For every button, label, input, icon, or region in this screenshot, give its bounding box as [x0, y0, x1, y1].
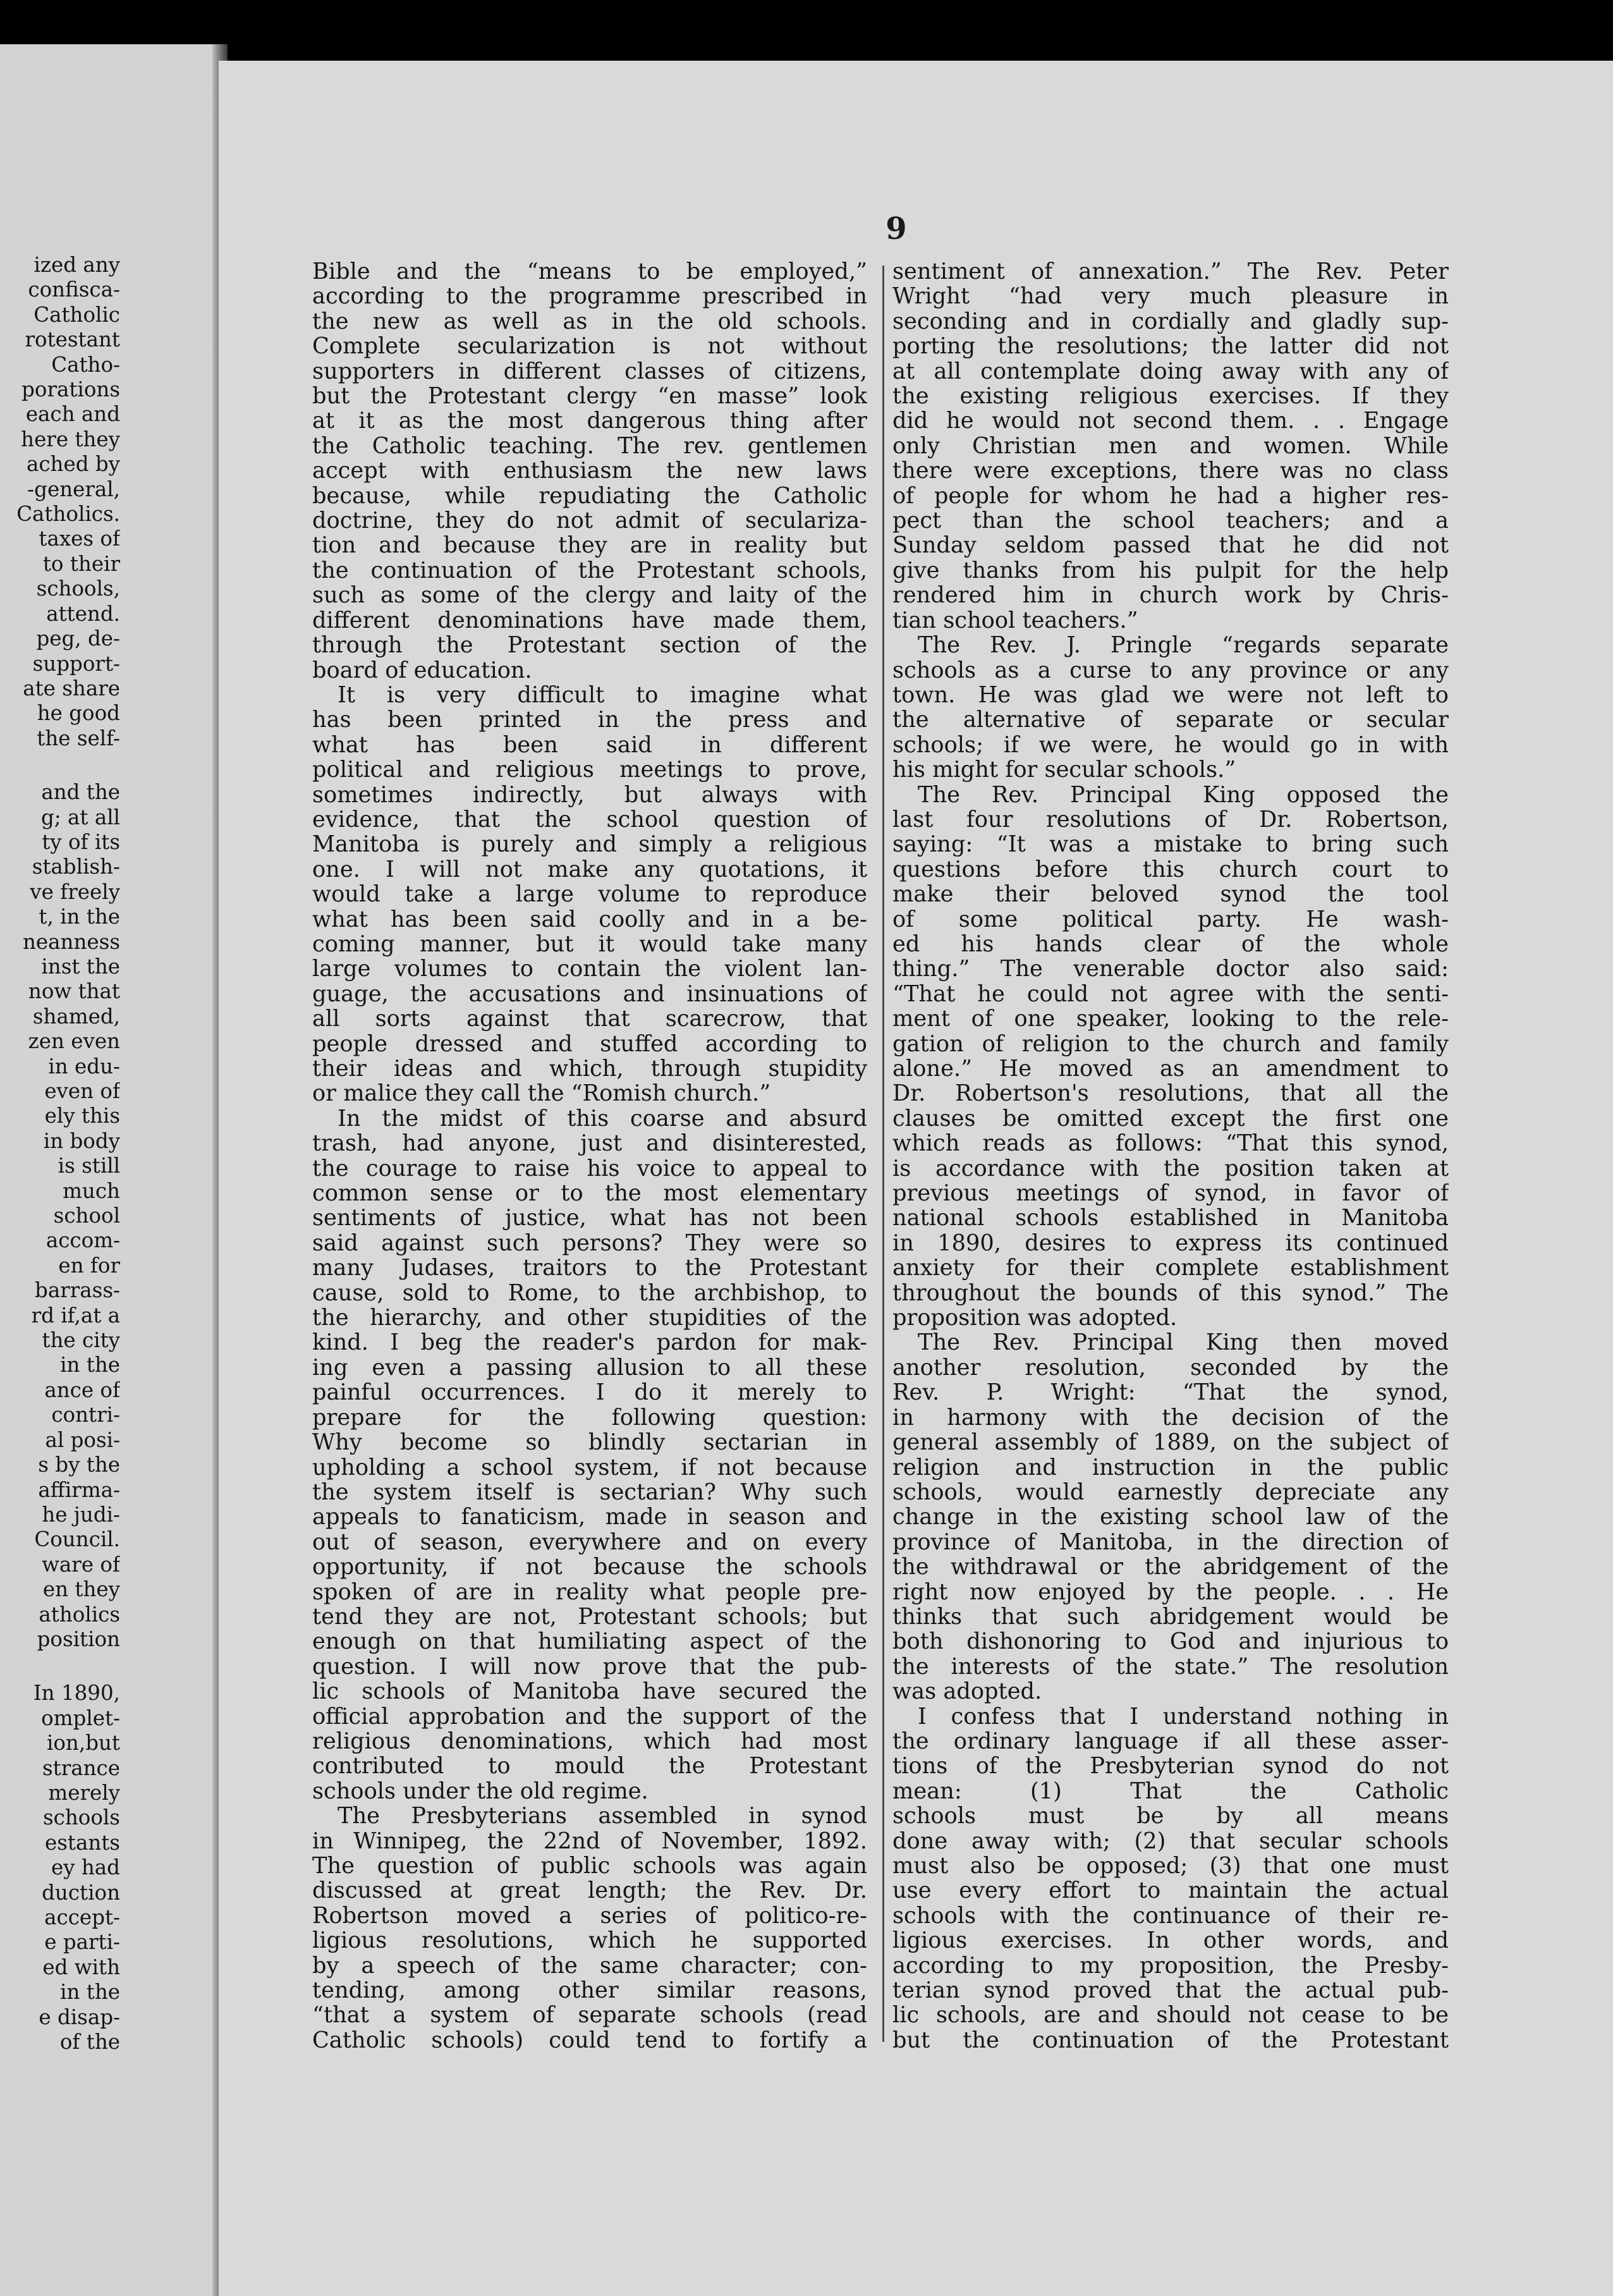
- text-line: sentiment of annexation.” The Rev. Peter: [892, 259, 1449, 284]
- page-number: 9: [886, 211, 907, 247]
- left-page-line: in body: [43, 1128, 120, 1153]
- left-page-line: In 1890,: [33, 1681, 120, 1706]
- text-line: the continuation of the Protestant schools,: [312, 558, 867, 583]
- left-page-line: ized any: [33, 253, 120, 277]
- text-line: mean: (1) That the Catholic: [892, 1778, 1449, 1804]
- text-line: clauses be omitted except the first one: [892, 1106, 1449, 1132]
- text-line: kind. I beg the reader's pardon for mak-: [312, 1330, 867, 1355]
- left-page-line: Catholics.: [16, 502, 120, 527]
- text-line: must also be opposed; (3) that one must: [892, 1853, 1449, 1879]
- text-line: his might for secular schools.”: [892, 757, 1236, 783]
- text-line: schools must be by all means: [892, 1804, 1449, 1829]
- left-page-line: support-: [32, 651, 120, 676]
- text-line: official approbation and the support of the: [312, 1704, 867, 1729]
- text-line: discussed at great length; the Rev. Dr.: [312, 1878, 867, 1903]
- left-page-line: Catho-: [51, 352, 120, 377]
- left-page-line: position: [37, 1627, 120, 1651]
- text-line: upholding a school system, if not because: [312, 1455, 867, 1480]
- text-line: but the Protestant clergy “en masse” look: [312, 384, 867, 409]
- left-page-line: even of: [44, 1079, 120, 1103]
- left-page-line: of the: [59, 2030, 120, 2055]
- left-page-line: schools: [42, 1805, 120, 1830]
- left-page-line: ached by: [26, 452, 120, 477]
- left-page-line: Catholic: [33, 302, 120, 327]
- text-line: schools as a curse to any province or any: [892, 657, 1449, 683]
- text-line: in 1890, desires to express its continued: [892, 1230, 1449, 1256]
- text-line: would take a large volume to reproduce: [312, 882, 867, 907]
- text-line: general assembly of 1889, on the subject of: [892, 1430, 1449, 1455]
- text-line: Wright “had very much pleasure in: [892, 284, 1449, 309]
- text-line: schools; if we were, he would go in with: [892, 732, 1449, 758]
- column-divider: [882, 266, 884, 2042]
- text-line: out of season, everywhere and on every: [312, 1529, 867, 1555]
- text-line: throughout the bounds of this synod.” The: [892, 1280, 1449, 1306]
- left-page-line: merely: [48, 1780, 120, 1805]
- text-line: anxiety for their complete establishment: [892, 1255, 1449, 1281]
- text-line: Bible and the “means to be employed,”: [312, 259, 867, 284]
- text-line: political and religious meetings to prove,: [312, 757, 867, 783]
- left-page-line: en for: [58, 1253, 120, 1278]
- text-line: Robertson moved a series of politico-re-: [312, 1903, 867, 1929]
- text-line: thinks that such abridgement would be: [892, 1604, 1449, 1630]
- left-page-line: rd if,at a: [31, 1303, 120, 1328]
- text-line: in harmony with the decision of the: [892, 1405, 1449, 1431]
- text-line: board of education.: [312, 657, 532, 683]
- left-page-line: neanness: [23, 929, 120, 954]
- text-line: Rev. P. Wright: “That the synod,: [892, 1380, 1449, 1405]
- text-line: Complete secularization is not without: [312, 334, 867, 359]
- left-page-line: zen even: [28, 1029, 120, 1054]
- previous-page-text: [0, 253, 120, 2055]
- left-page-line: to their: [42, 551, 120, 576]
- left-page-line: ely this: [44, 1104, 120, 1128]
- text-line: opportunity, if not because the schools: [312, 1554, 867, 1580]
- left-page-line: inst the: [41, 954, 120, 979]
- left-page-line: duction: [42, 1880, 120, 1905]
- left-page-line: accept-: [44, 1905, 120, 1929]
- text-line: give thanks from his pulpit for the help: [892, 558, 1449, 583]
- text-line: what has been said coolly and in a be-: [312, 907, 867, 932]
- text-line: evidence, that the school question of: [312, 807, 867, 833]
- left-page-line: ey had: [51, 1855, 120, 1880]
- text-line: ed his hands clear of the whole: [892, 931, 1449, 957]
- left-page-line: in edu-: [48, 1054, 120, 1078]
- left-page-line: he judi-: [42, 1502, 120, 1527]
- text-line: It is very difficult to imagine what: [338, 682, 867, 708]
- left-page-line: stablish-: [32, 855, 120, 879]
- text-line: use every effort to maintain the actual: [892, 1878, 1449, 1903]
- text-line: The Rev. J. Pringle “regards separate: [918, 633, 1449, 658]
- left-page-line: in the: [60, 1980, 120, 2005]
- left-page-line: ance of: [44, 1377, 120, 1402]
- left-page-line: g; at all: [40, 805, 120, 829]
- text-line: seconding and in cordially and gladly sup-: [892, 308, 1449, 334]
- left-page-line: he good: [37, 701, 120, 726]
- left-page-line: peg, de-: [36, 626, 120, 651]
- text-line: the new as well as in the old schools.: [312, 308, 867, 334]
- text-line: was adopted.: [892, 1679, 1042, 1704]
- text-line: schools under the old regime.: [312, 1778, 648, 1804]
- text-line: cause, sold to Rome, to the archbishop, to: [312, 1280, 867, 1306]
- text-line: prepare for the following question:: [312, 1405, 867, 1431]
- left-page-line: ed with: [42, 1955, 120, 1979]
- left-page-line: is still: [58, 1154, 120, 1178]
- text-line: the ordinary language if all these asser-: [892, 1728, 1449, 1754]
- text-line: pect than the school teachers; and a: [892, 508, 1449, 534]
- left-page-line: shamed,: [32, 1004, 120, 1029]
- left-page-line: [0, 751, 120, 780]
- text-line: another resolution, seconded by the: [892, 1355, 1449, 1381]
- text-line: the interests of the state.” The resolution: [892, 1654, 1449, 1680]
- left-page-line: attend.: [46, 601, 120, 626]
- text-line: province of Manitoba, in the direction of: [892, 1529, 1449, 1555]
- text-line: contributed to mould the Protestant: [312, 1754, 867, 1779]
- text-line: according to the programme prescribed in: [312, 284, 867, 309]
- text-line: Sunday seldom passed that he did not: [892, 533, 1449, 558]
- text-line: the alternative of separate or secular: [892, 707, 1449, 733]
- text-line: tend they are not, Protestant schools; but: [312, 1604, 867, 1630]
- text-line: both dishonoring to God and injurious to: [892, 1629, 1449, 1654]
- left-page-line: now that: [28, 979, 120, 1004]
- text-column-right: [892, 259, 1449, 2053]
- text-line: many Judases, traitors to the Protestant: [312, 1255, 867, 1281]
- left-page-line: -general,: [27, 477, 120, 501]
- text-line: through the Protestant section of the: [312, 633, 867, 658]
- text-line: ligious exercises. In other words, and: [892, 1928, 1449, 1953]
- text-line: tions of the Presbyterian synod do not: [892, 1754, 1449, 1779]
- text-line: tion and because they are in reality but: [312, 533, 867, 558]
- left-page-line: confisca-: [28, 278, 120, 302]
- text-line: Manitoba is purely and simply a religious: [312, 832, 867, 857]
- left-page-line: porations: [21, 377, 120, 402]
- text-line: the hierarchy, and other stupidities of the: [312, 1305, 867, 1331]
- text-line: or malice they call the “Romish church.”: [312, 1081, 771, 1106]
- text-line: people dressed and stuffed according to: [312, 1031, 867, 1056]
- text-line: previous meetings of synod, in favor of: [892, 1181, 1449, 1206]
- left-page-line: contri-: [51, 1403, 120, 1427]
- text-line: has been printed in the press and: [312, 707, 867, 733]
- text-line: lic schools of Manitoba have secured the: [312, 1679, 867, 1704]
- text-line: guage, the accusations and insinuations of: [312, 981, 867, 1007]
- text-line: The Rev. Principal King opposed the: [918, 782, 1449, 807]
- left-page-line: [0, 1652, 120, 1681]
- text-line: painful occurrences. I do it merely to: [312, 1380, 867, 1405]
- left-page-line: and the: [41, 780, 120, 805]
- left-page-line: the self-: [37, 726, 120, 750]
- text-line: the existing religious exercises. If they: [892, 384, 1449, 409]
- text-line: porting the resolutions; the latter did not: [892, 334, 1449, 359]
- text-line: different denominations have made them,: [312, 608, 867, 633]
- text-line: sentiments of justice, what has not been: [312, 1206, 867, 1231]
- text-line: tending, among other similar reasons,: [312, 1978, 867, 2003]
- text-line: Dr. Robertson's resolutions, that all the: [892, 1081, 1449, 1106]
- text-line: saying: “It was a mistake to bring such: [892, 832, 1449, 857]
- text-line: religious denominations, which had most: [312, 1728, 867, 1754]
- text-line: is accordance with the position taken at: [892, 1156, 1449, 1182]
- text-line: supporters in different classes of citizens,: [312, 358, 867, 384]
- text-line: coming manner, but it would take many: [312, 931, 867, 957]
- text-line: Why become so blindly sectarian in: [312, 1430, 867, 1455]
- left-page-line: affirma-: [38, 1477, 120, 1502]
- text-line: said against such persons? They were so: [312, 1230, 867, 1256]
- left-page-line: ware of: [42, 1552, 120, 1577]
- left-page-line: ve freely: [30, 879, 120, 904]
- text-line: schools with the continuance of their re-: [892, 1903, 1449, 1929]
- text-line: alone.” He moved as an amendment to: [892, 1056, 1449, 1082]
- text-line: tian school teachers.”: [892, 608, 1138, 633]
- text-line: large volumes to contain the violent lan-: [312, 956, 867, 982]
- text-line: In the midst of this coarse and absurd: [338, 1106, 867, 1132]
- text-line: religion and instruction in the public: [892, 1455, 1449, 1480]
- left-page-line: e disap-: [39, 2005, 120, 2029]
- text-line: common sense or to the most elementary: [312, 1181, 867, 1206]
- text-line: according to my proposition, the Presby-: [892, 1953, 1449, 1979]
- text-column-left: [312, 259, 867, 2053]
- text-line: such as some of the clergy and laity of the: [312, 583, 867, 608]
- left-page-line: ty of its: [42, 829, 120, 854]
- text-line: The Rev. Principal King then moved: [918, 1330, 1449, 1355]
- text-line: “That he could not agree with the senti-: [892, 981, 1449, 1007]
- text-line: their ideas and which, through stupidity: [312, 1056, 867, 1082]
- text-line: sometimes indirectly, but always with: [312, 782, 867, 807]
- text-line: make their beloved synod the tool: [892, 882, 1449, 907]
- text-line: only Christian men and women. While: [892, 433, 1449, 459]
- text-line: ligious resolutions, which he supported: [312, 1928, 867, 1953]
- text-line: because, while repudiating the Catholic: [312, 483, 867, 509]
- left-page-line: Council.: [34, 1527, 120, 1552]
- text-line: change in the existing school law of the: [892, 1505, 1449, 1530]
- text-line: The question of public schools was again: [312, 1853, 867, 1879]
- left-page-line: schools,: [36, 577, 120, 601]
- text-line: at it as the most dangerous thing after: [312, 408, 867, 434]
- text-line: the withdrawal or the abridgement of the: [892, 1554, 1449, 1580]
- text-line: spoken of are in reality what people pre-: [312, 1579, 867, 1604]
- text-line: accept with enthusiasm the new laws: [312, 458, 867, 484]
- text-line: right now enjoyed by the people. . . He: [892, 1579, 1449, 1604]
- text-line: did he would not second them. . . Engage: [892, 408, 1449, 434]
- left-page-line: ion,but: [46, 1731, 120, 1756]
- left-page-line: s by the: [38, 1453, 120, 1477]
- text-line: ing even a passing allusion to all these: [312, 1355, 867, 1381]
- text-line: at all contemplate doing away with any of: [892, 358, 1449, 384]
- left-page-line: the city: [42, 1328, 120, 1353]
- text-line: what has been said in different: [312, 732, 867, 758]
- text-line: done away with; (2) that secular schools: [892, 1828, 1449, 1853]
- text-line: terian synod proved that the actual pub-: [892, 1978, 1449, 2003]
- left-page-line: taxes of: [39, 527, 120, 551]
- text-line: thing.” The venerable doctor also said:: [892, 956, 1449, 982]
- previous-page-strip: [0, 44, 228, 2296]
- text-line: trash, had anyone, just and disinterested,: [312, 1131, 867, 1156]
- text-line: the system itself is sectarian? Why such: [312, 1479, 867, 1505]
- text-line: I confess that I understand nothing in: [918, 1704, 1449, 1729]
- text-line: of people for whom he had a higher res-: [892, 483, 1449, 509]
- text-line: “that a system of separate schools (read: [312, 2003, 867, 2028]
- left-page-line: atholics: [39, 1602, 120, 1627]
- text-line: appeals to fanaticism, made in season and: [312, 1505, 867, 1530]
- left-page-line: estants: [44, 1830, 120, 1855]
- text-line: the courage to raise his voice to appeal to: [312, 1156, 867, 1182]
- text-line: rendered him in church work by Chris-: [892, 583, 1449, 608]
- text-line: lic schools, are and should not cease to be: [892, 2003, 1449, 2028]
- text-line: Catholic schools) could tend to fortify a: [312, 2027, 867, 2053]
- left-page-line: in the: [60, 1353, 120, 1377]
- left-page-line: each and: [25, 402, 120, 427]
- text-line: question. I will now prove that the pub-: [312, 1654, 867, 1680]
- text-line: ment of one speaker, looking to the rele-: [892, 1006, 1449, 1032]
- text-line: the Catholic teaching. The rev. gentlemen: [312, 433, 867, 459]
- left-page-line: accom-: [46, 1228, 120, 1253]
- text-line: one. I will not make any quotations, it: [312, 857, 867, 882]
- text-line: enough on that humiliating aspect of the: [312, 1629, 867, 1654]
- left-page-line: al posi-: [45, 1427, 120, 1452]
- text-line: schools, would earnestly depreciate any: [892, 1479, 1449, 1505]
- text-line: all sorts against that scarecrow, that: [312, 1006, 867, 1032]
- text-line: town. He was glad we were not left to: [892, 682, 1449, 708]
- left-page-line: here they: [21, 427, 120, 451]
- left-page-line: e parti-: [44, 1930, 120, 1955]
- text-line: gation of religion to the church and family: [892, 1031, 1449, 1056]
- text-line: by a speech of the same character; con-: [312, 1953, 867, 1979]
- text-line: proposition was adopted.: [892, 1305, 1178, 1331]
- left-page-line: rotestant: [25, 327, 120, 352]
- left-page-line: t, in the: [39, 905, 120, 929]
- text-line: in Winnipeg, the 22nd of November, 1892.: [312, 1828, 867, 1853]
- left-page-line: barrass-: [35, 1278, 120, 1303]
- left-page-line: ate share: [23, 676, 120, 700]
- left-page-line: en they: [42, 1577, 120, 1602]
- text-line: there were exceptions, there was no class: [892, 458, 1449, 484]
- left-page-line: school: [53, 1204, 120, 1228]
- text-line: questions before this church court to: [892, 857, 1449, 882]
- text-line: doctrine, they do not admit of seculariza-: [312, 508, 867, 534]
- text-line: The Presbyterians assembled in synod: [338, 1804, 867, 1829]
- text-line: but the continuation of the Protestant: [892, 2027, 1449, 2053]
- left-page-line: strance: [42, 1756, 120, 1780]
- left-page-line: omplet-: [41, 1706, 120, 1730]
- text-line: which reads as follows: “That this synod,: [892, 1131, 1449, 1156]
- text-line: of some political party. He wash-: [892, 907, 1449, 932]
- text-line: national schools established in Manitoba: [892, 1206, 1449, 1231]
- text-line: last four resolutions of Dr. Robertson,: [892, 807, 1449, 833]
- left-page-line: much: [63, 1178, 120, 1203]
